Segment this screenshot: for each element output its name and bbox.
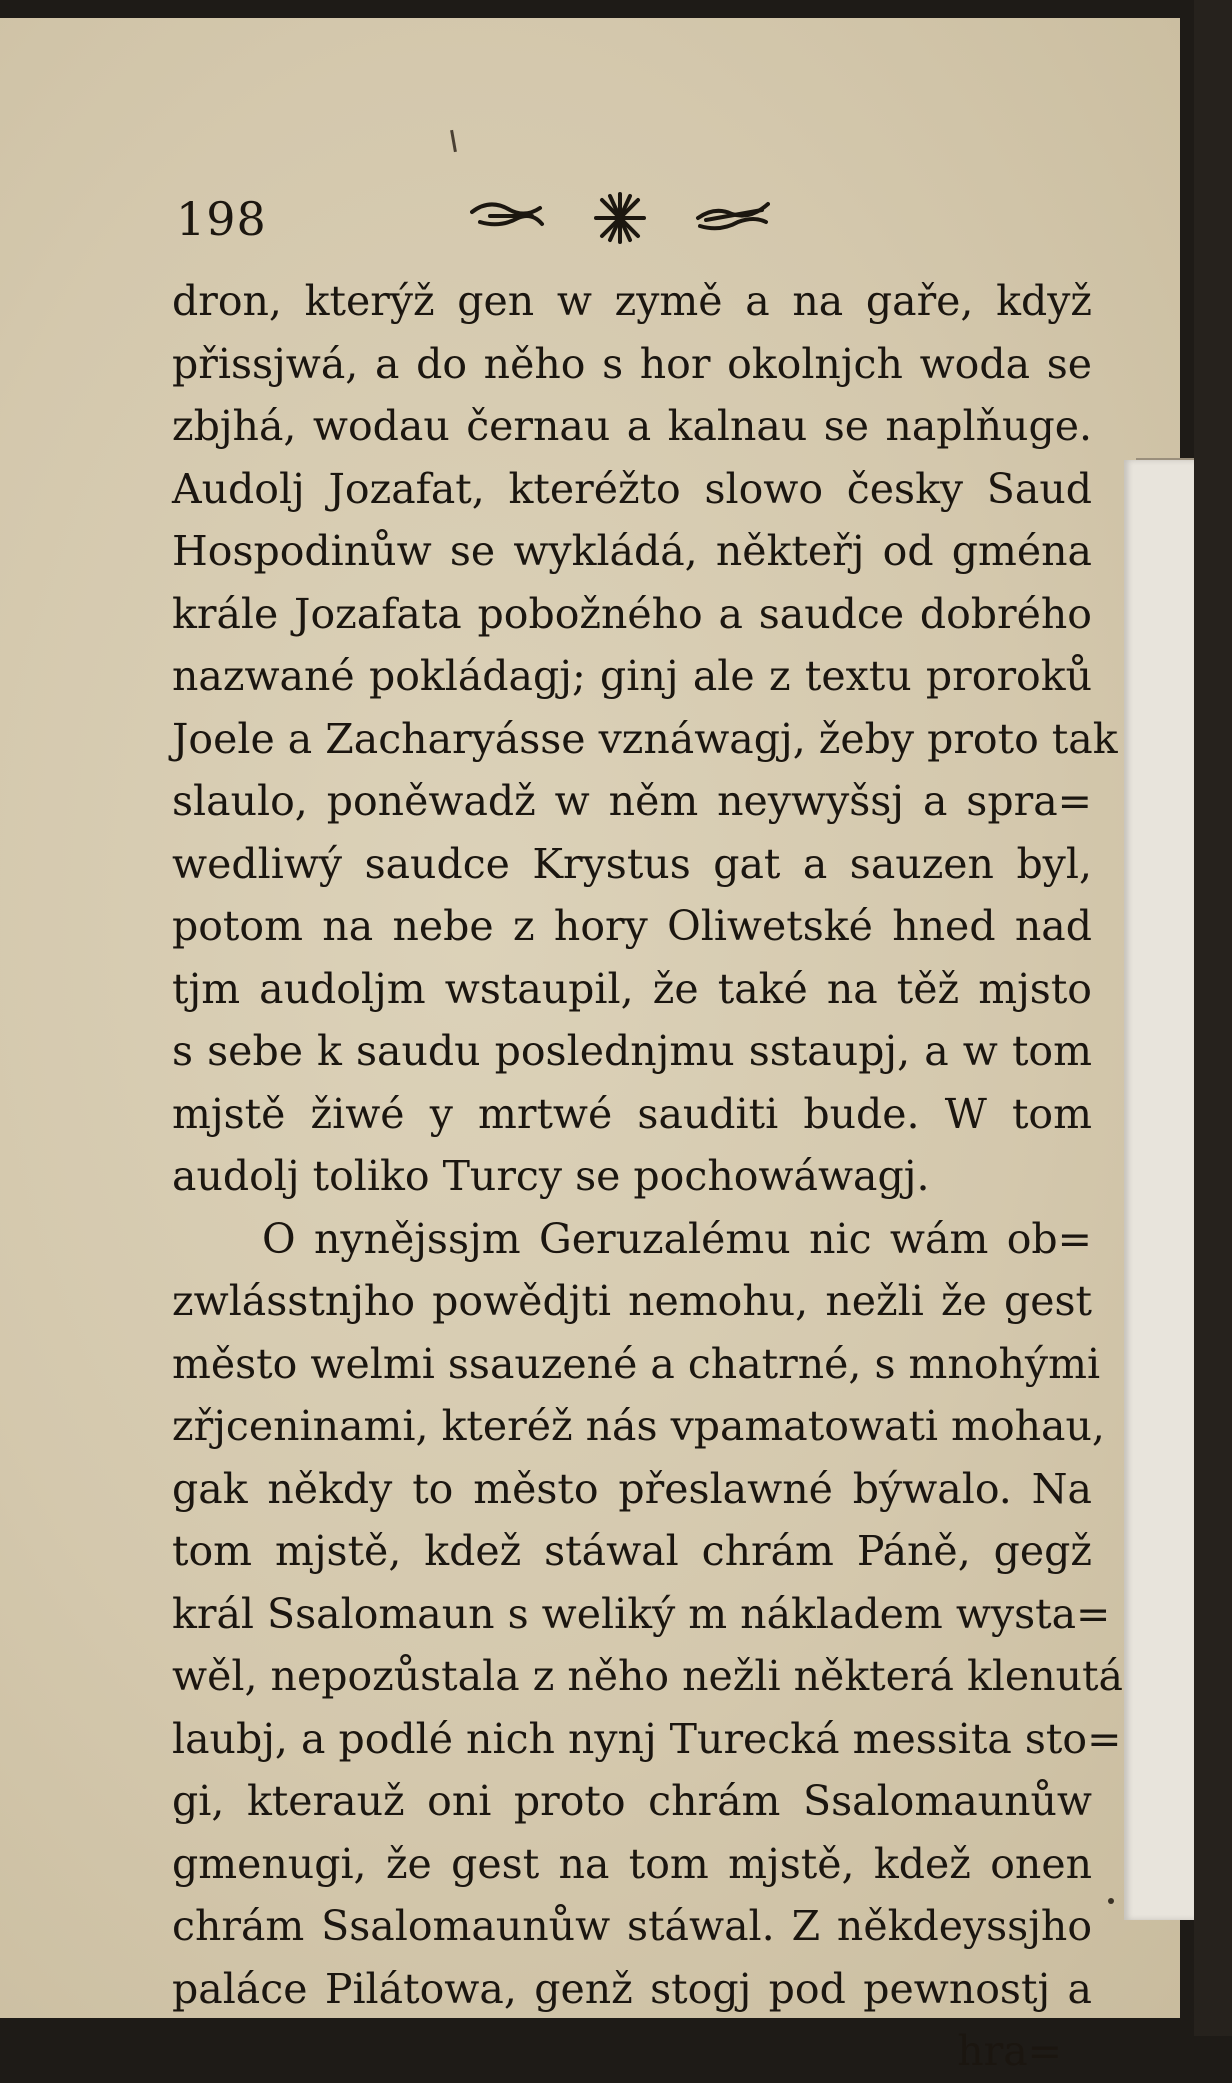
text-line: potom na nebe z hory Oliwetské hned nad	[172, 902, 1092, 950]
header-ornament-icon	[470, 188, 770, 248]
body-text	[172, 270, 1123, 2083]
text-line: wedliwý saudce Krystus gat a sauzen byl,	[172, 839, 1092, 888]
text-line: přissjwá, a do něho s hor okolnjch woda se	[172, 339, 1092, 388]
text-line: wěl, nepozůstala z něho nežli některá klenutá	[172, 1652, 1123, 1700]
text-line: město welmi ssauzené a chatrné, s mnohými	[172, 1339, 1101, 1388]
text-line: tom mjstě, kdež stáwal chrám Páně, gegž	[172, 1527, 1092, 1575]
text-line: zřjceninami, kteréž nás vpamatowati mohau,	[172, 1402, 1105, 1450]
text-line: zbjhá, wodau černau a kalnau se naplňuge.	[172, 402, 1092, 450]
text-line: Hospodinůw se wykládá, někteřj od gména	[172, 527, 1092, 575]
ink-speck	[1108, 1898, 1114, 1904]
page-number: 198	[176, 192, 267, 246]
text-line: gak někdy to město přeslawné býwalo. Na	[172, 1464, 1092, 1513]
text-line: audolj toliko Turcy se pochowáwagj.	[172, 1152, 930, 1200]
text-line: zwlásstnjho powědjti nemohu, nežli že gest	[172, 1277, 1092, 1325]
scan-edge	[1194, 0, 1232, 2036]
text-line: O nynějssjm Geruzalému nic wám ob=	[262, 1214, 1092, 1263]
text-line: Audolj Jozafat, kteréžto slowo česky Saud	[172, 464, 1092, 513]
text-line: laubj, a podlé nich nynj Turecká messita sto=	[172, 1714, 1122, 1763]
text-line: gmenugi, že gest na tom mjstě, kdež onen	[172, 1839, 1092, 1888]
text-line: paláce Pilátowa, genž stogj pod pewnostj a	[172, 1964, 1092, 2013]
text-line: Joele a Zacharyásse vznáwagj, žeby proto tak	[172, 714, 1118, 763]
text-line: s sebe k saudu poslednjmu sstaupj, a w tom	[172, 1027, 1092, 1075]
text-line: chrám Ssalomaunůw stáwal. Z někdeyssjho	[172, 1902, 1092, 1950]
text-line: slaulo, poněwadž w něm neywyšsj a spra=	[172, 777, 1092, 825]
text-line: král Ssalomaun s weliký m nákladem wysta=	[172, 1589, 1111, 1638]
catchword: hra=	[957, 2027, 1062, 2075]
text-line: nazwané pokládagj; ginj ale z textu proroků	[172, 652, 1092, 700]
page-gutter	[1124, 460, 1194, 1920]
text-line: gi, kterauž oni proto chrám Ssalomaunůw	[172, 1777, 1092, 1825]
text-line: mjstě žiwé y mrtwé sauditi bude. W tom	[172, 1089, 1092, 1138]
text-line: dron, kterýž gen w zymě a na gaře, když	[172, 277, 1092, 325]
text-line: tjm audoljm wstaupil, že také na těž mjsto	[172, 964, 1092, 1013]
text-line: krále Jozafata pobožného a saudce dobrého	[172, 589, 1092, 638]
